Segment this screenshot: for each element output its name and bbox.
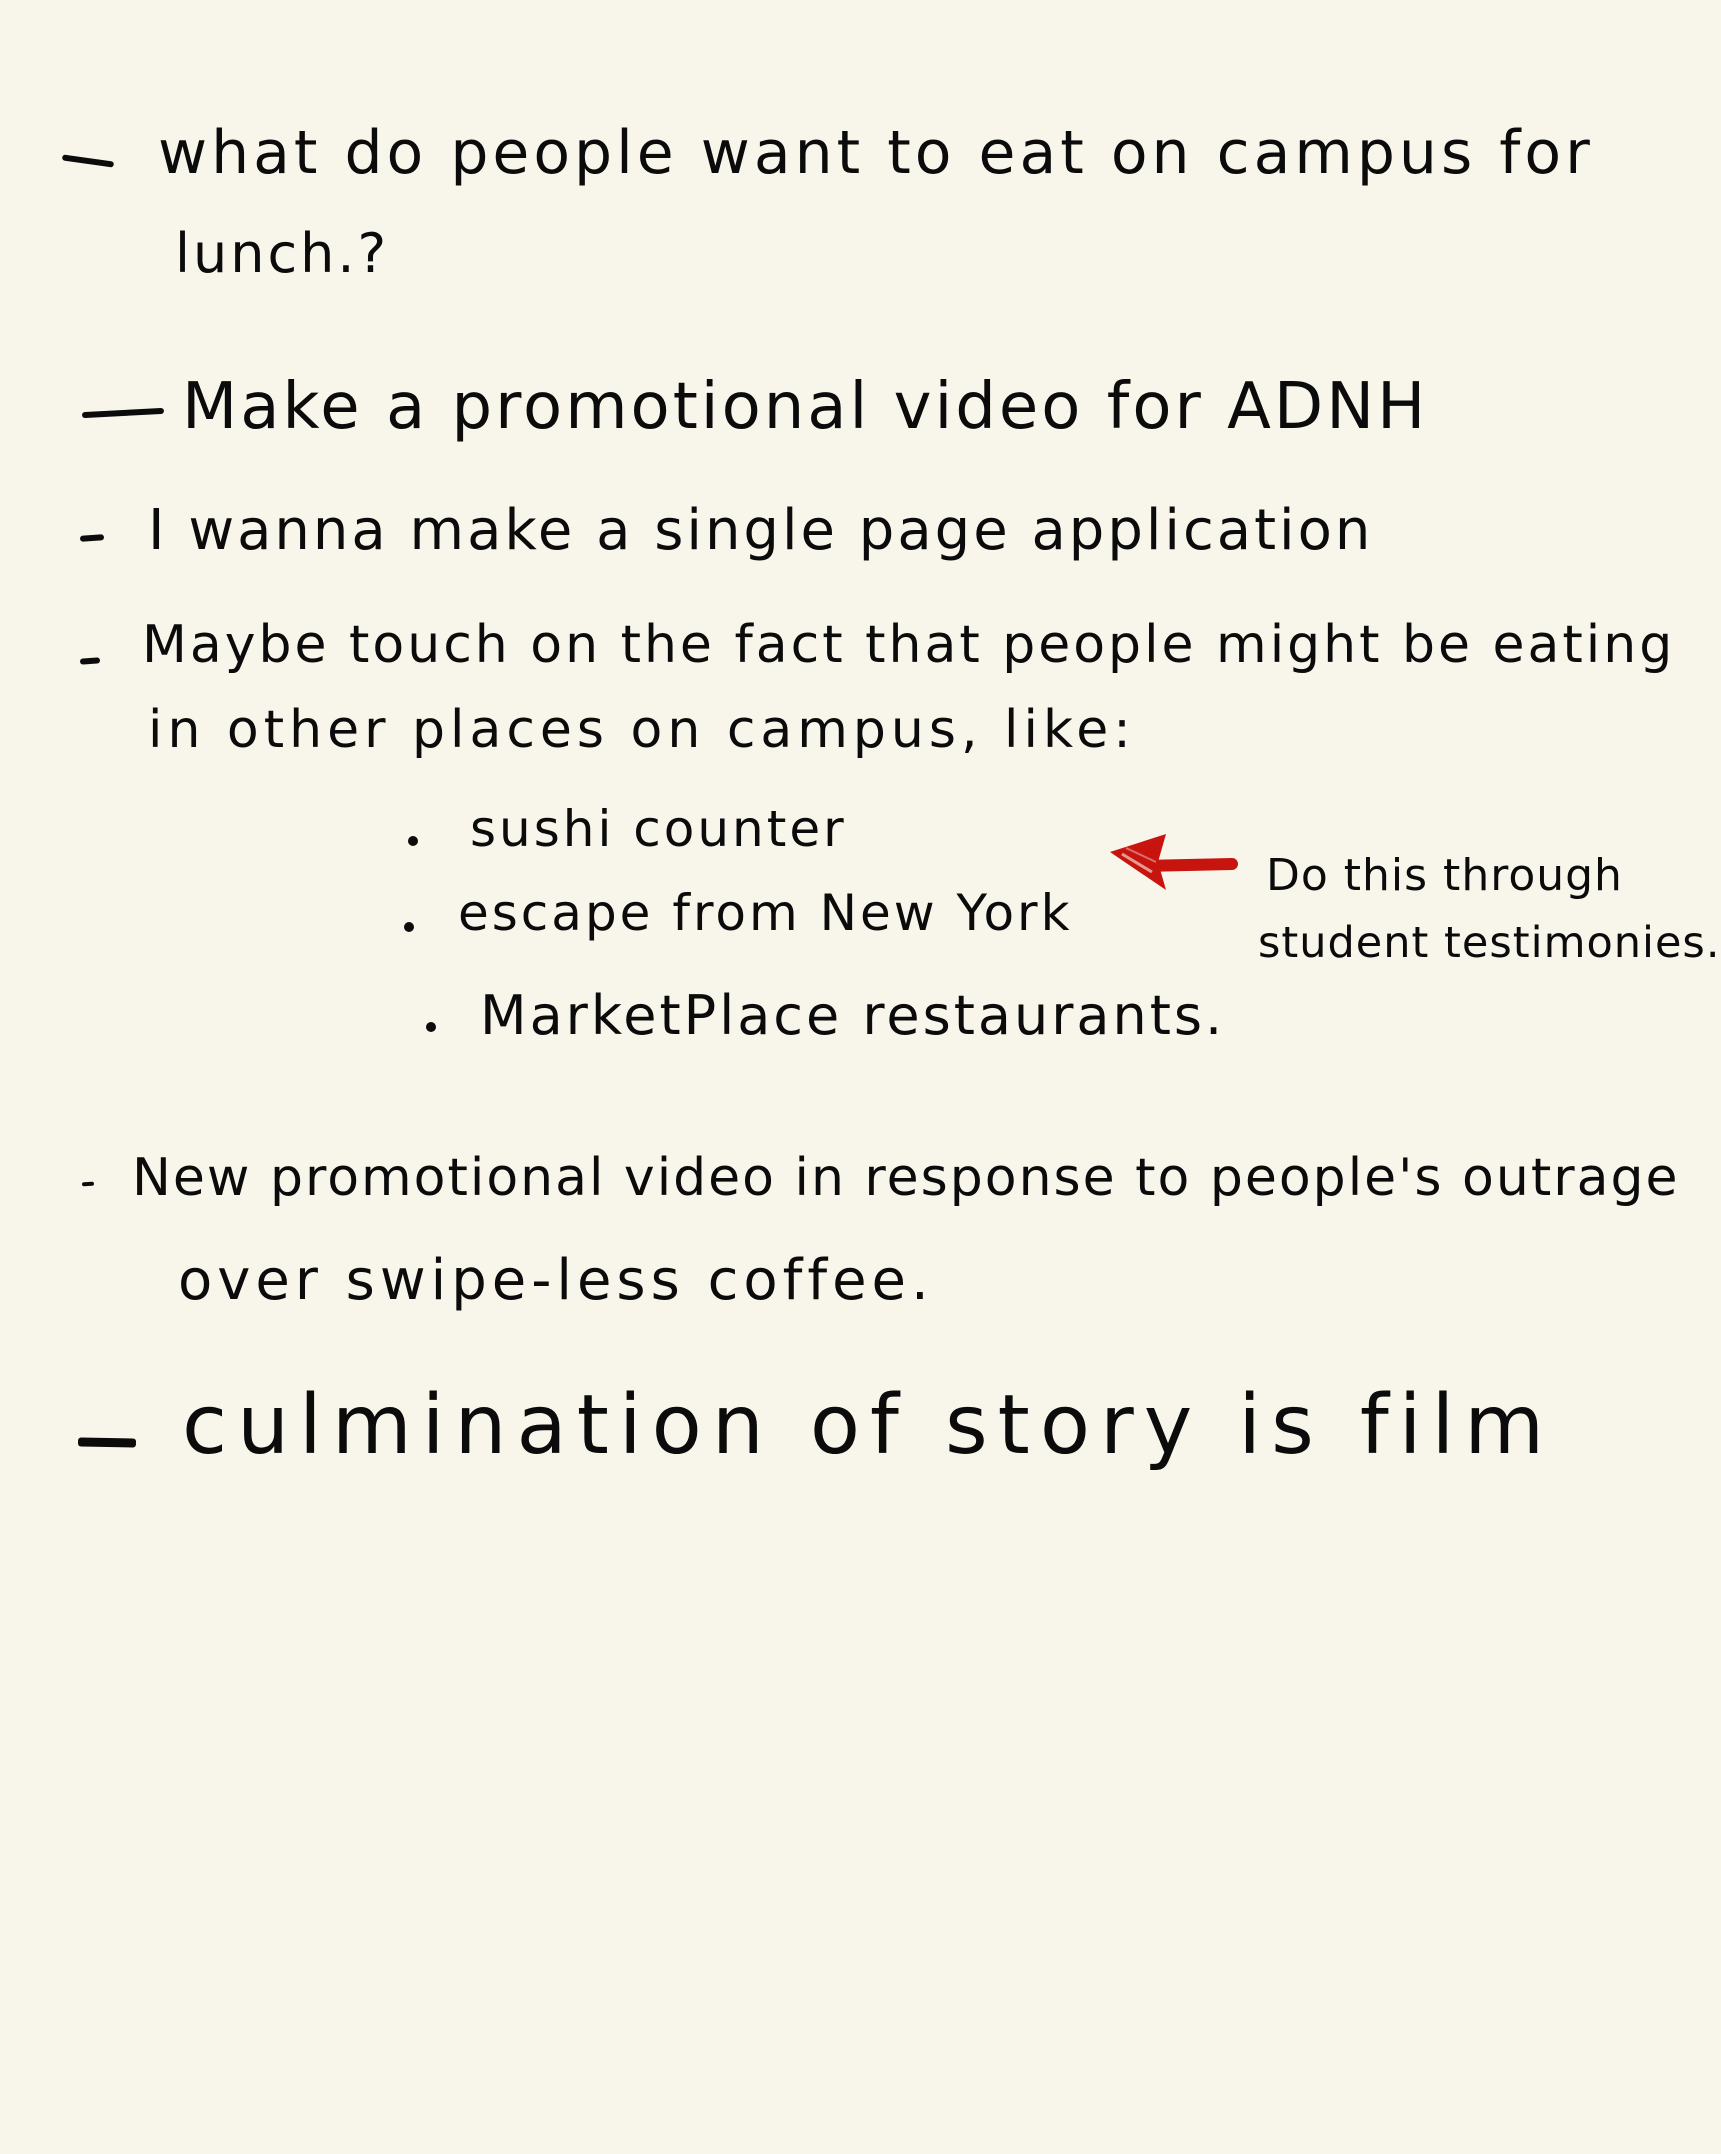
sub-bullet bbox=[408, 836, 418, 846]
note-item-2: Make a promotional video for ADNH bbox=[182, 370, 1429, 444]
bullet-dash bbox=[62, 154, 114, 167]
side-note-line-2: student testimonies. bbox=[1258, 918, 1721, 968]
note-item-5-line-1: New promotional video in response to people's outrage bbox=[132, 1148, 1680, 1208]
sub-bullet bbox=[426, 1022, 436, 1032]
note-item-4-line-1: Maybe touch on the fact that people might be eating bbox=[142, 615, 1676, 675]
note-item-4-line-2: in other places on campus, like: bbox=[148, 700, 1136, 760]
sub-bullet bbox=[404, 922, 414, 932]
note-item-6: culmination of story is film bbox=[182, 1378, 1555, 1473]
bullet-dash bbox=[80, 534, 104, 542]
bullet-dash bbox=[82, 1182, 94, 1187]
sub-item-1: sushi counter bbox=[470, 800, 847, 858]
bullet-dash bbox=[78, 1437, 136, 1447]
side-note-line-1: Do this through bbox=[1266, 850, 1623, 901]
note-item-1-line-2: lunch.? bbox=[175, 222, 390, 285]
note-item-5-line-2: over swipe-less coffee. bbox=[178, 1248, 934, 1313]
sub-item-3: MarketPlace restaurants. bbox=[480, 984, 1226, 1047]
note-item-3: I wanna make a single page application bbox=[148, 498, 1374, 563]
bullet-dash bbox=[82, 408, 164, 418]
sub-item-2: escape from New York bbox=[458, 884, 1073, 942]
bullet-dash bbox=[80, 657, 100, 664]
arrow-left-icon bbox=[1100, 820, 1250, 910]
note-item-1-line-1: what do people want to eat on campus for bbox=[158, 118, 1594, 188]
